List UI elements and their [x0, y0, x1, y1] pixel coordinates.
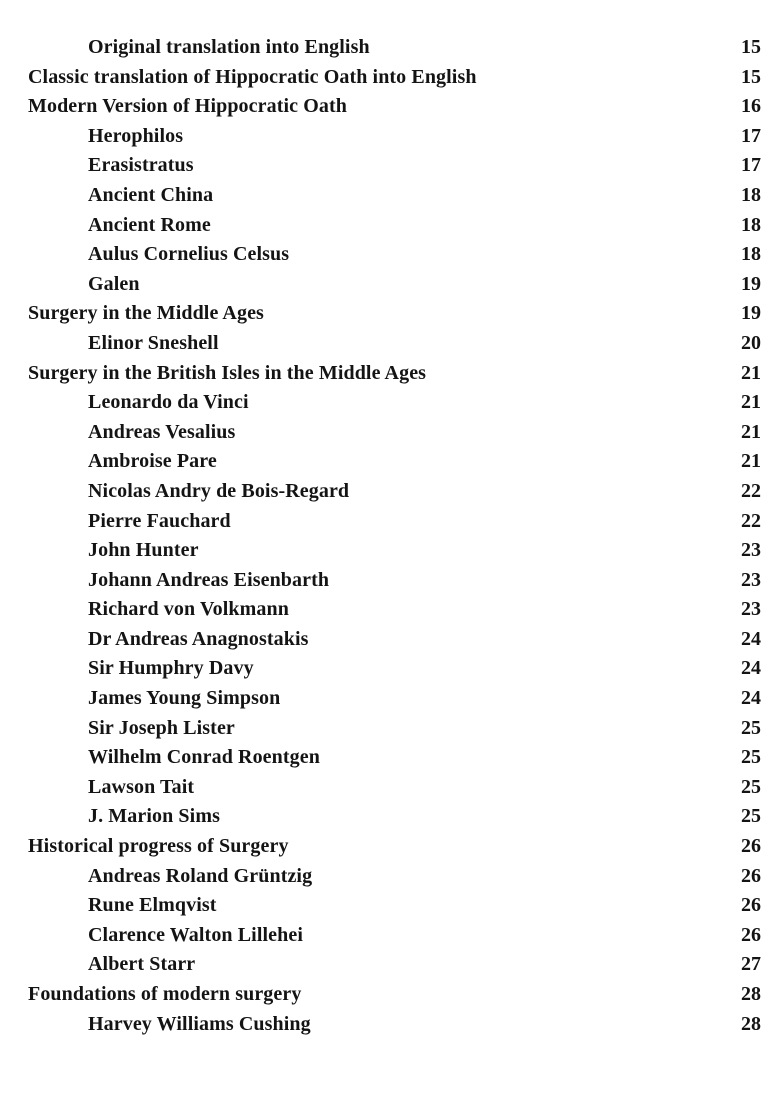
toc-page-number: 25: [741, 746, 761, 769]
toc-entry-title: Lawson Tait: [88, 775, 195, 798]
toc-entry-title: Dr Andreas Anagnostakis: [88, 627, 309, 650]
toc-subentry: [0, 151, 780, 181]
toc-subentry: [0, 891, 780, 921]
toc-entry-title: Foundations of modern surgery: [28, 983, 302, 1005]
toc-subentry: [0, 329, 780, 359]
toc-subentry: [0, 181, 780, 211]
table-of-contents: [0, 33, 780, 1039]
toc-page-number: 17: [741, 154, 761, 177]
toc-entry: [0, 359, 780, 389]
toc-entry-title: Wilhelm Conrad Roentgen: [88, 746, 320, 769]
toc-entry-title: Erasistratus: [88, 154, 194, 177]
toc-page-number: 24: [741, 687, 761, 710]
toc-subentry: [0, 447, 780, 477]
toc-subentry: [0, 950, 780, 980]
toc-page-number: 25: [741, 716, 761, 739]
toc-entry: [0, 832, 780, 862]
toc-entry-title: Nicolas Andry de Bois-Regard: [88, 479, 350, 502]
toc-entry-title: Ancient China: [88, 183, 214, 206]
toc-subentry: [0, 240, 780, 270]
toc-subentry: [0, 862, 780, 892]
toc-subentry: [0, 625, 780, 655]
toc-subentry: [0, 802, 780, 832]
toc-subentry: [0, 536, 780, 566]
toc-entry-title: Sir Joseph Lister: [88, 716, 235, 739]
toc-entry-title: J. Marion Sims: [88, 805, 220, 828]
toc-page-number: 18: [741, 213, 761, 236]
toc-page-number: 24: [741, 657, 761, 680]
toc-page-number: 24: [741, 627, 761, 650]
toc-subentry: [0, 921, 780, 951]
toc-entry-title: Albert Starr: [88, 953, 196, 976]
toc-page-number: 19: [741, 302, 761, 325]
toc-entry-title: John Hunter: [88, 539, 199, 562]
toc-subentry: [0, 595, 780, 625]
toc-page-number: 17: [741, 124, 761, 147]
toc-page-number: 28: [741, 1012, 761, 1035]
toc-entry-title: Modern Version of Hippocratic Oath: [28, 95, 347, 118]
toc-page-number: 26: [741, 894, 761, 917]
toc-page-number: 26: [741, 835, 761, 858]
toc-entry-title: Richard von Volkmann: [88, 598, 289, 621]
toc-page-number: 16: [741, 95, 761, 118]
toc-subentry: [0, 743, 780, 773]
toc-subentry: [0, 566, 780, 596]
toc-entry-title: Ambroise Pare: [88, 450, 217, 473]
toc-entry-title: Original translation into English: [88, 36, 370, 58]
toc-entry-title: Elinor Sneshell: [88, 331, 219, 354]
toc-subentry: [0, 1010, 780, 1040]
toc-page-number: 27: [741, 953, 761, 976]
toc-page-number: 22: [741, 479, 761, 502]
toc-entry-title: Historical progress of Surgery: [28, 835, 289, 858]
toc-page-number: 20: [741, 331, 761, 354]
toc-page-number: 22: [741, 509, 761, 532]
toc-entry: [0, 92, 780, 122]
toc-entry-title: Andreas Vesalius: [88, 420, 236, 443]
toc-page-number: 21: [741, 420, 761, 443]
toc-page-number: 25: [741, 775, 761, 798]
toc-entry-title: Harvey Williams Cushing: [88, 1012, 311, 1035]
toc-subentry: [0, 418, 780, 448]
toc-page-number: 28: [741, 983, 761, 1005]
toc-page-number: 15: [741, 65, 761, 88]
toc-subentry: [0, 211, 780, 241]
toc-subentry: [0, 33, 780, 63]
toc-subentry: [0, 388, 780, 418]
toc-page-number: 23: [741, 568, 761, 591]
toc-entry-title: Rune Elmqvist: [88, 894, 217, 917]
toc-page-number: 25: [741, 805, 761, 828]
toc-entry-title: Johann Andreas Eisenbarth: [88, 568, 330, 591]
toc-page-number: 26: [741, 923, 761, 946]
toc-subentry: [0, 270, 780, 300]
toc-subentry: [0, 654, 780, 684]
toc-entry: [0, 63, 780, 93]
toc-page-number: 23: [741, 598, 761, 621]
toc-entry-title: Herophilos: [88, 124, 184, 147]
toc-entry-title: Galen: [88, 272, 140, 295]
toc-page-number: 19: [741, 272, 761, 295]
toc-subentry: [0, 773, 780, 803]
toc-entry: [0, 299, 780, 329]
toc-entry-title: Sir Humphry Davy: [88, 657, 254, 680]
toc-page-number: 18: [741, 183, 761, 206]
toc-page-number: 26: [741, 864, 761, 887]
toc-subentry: [0, 477, 780, 507]
toc-entry-title: Aulus Cornelius Celsus: [88, 243, 290, 266]
toc-entry-title: Surgery in the British Isles in the Middle Ages: [28, 361, 427, 384]
toc-page-number: 21: [741, 361, 761, 384]
toc-entry: [0, 980, 780, 1010]
toc-page-number: 21: [741, 391, 761, 414]
toc-subentry: [0, 507, 780, 537]
toc-entry-title: Leonardo da Vinci: [88, 391, 249, 414]
toc-page-number: 21: [741, 450, 761, 473]
toc-entry-title: James Young Simpson: [88, 687, 281, 710]
toc-page-number: 23: [741, 539, 761, 562]
toc-entry-title: Ancient Rome: [88, 213, 211, 236]
toc-subentry: [0, 684, 780, 714]
toc-entry-title: Pierre Fauchard: [88, 509, 231, 532]
toc-entry-title: Andreas Roland Grüntzig: [88, 864, 313, 887]
toc-entry-title: Clarence Walton Lillehei: [88, 923, 303, 946]
toc-subentry: [0, 714, 780, 744]
toc-page-number: 18: [741, 243, 761, 266]
toc-entry-title: Classic translation of Hippocratic Oath into English: [28, 65, 477, 88]
toc-subentry: [0, 122, 780, 152]
toc-page-number: 15: [741, 36, 761, 58]
toc-entry-title: Surgery in the Middle Ages: [28, 302, 264, 325]
